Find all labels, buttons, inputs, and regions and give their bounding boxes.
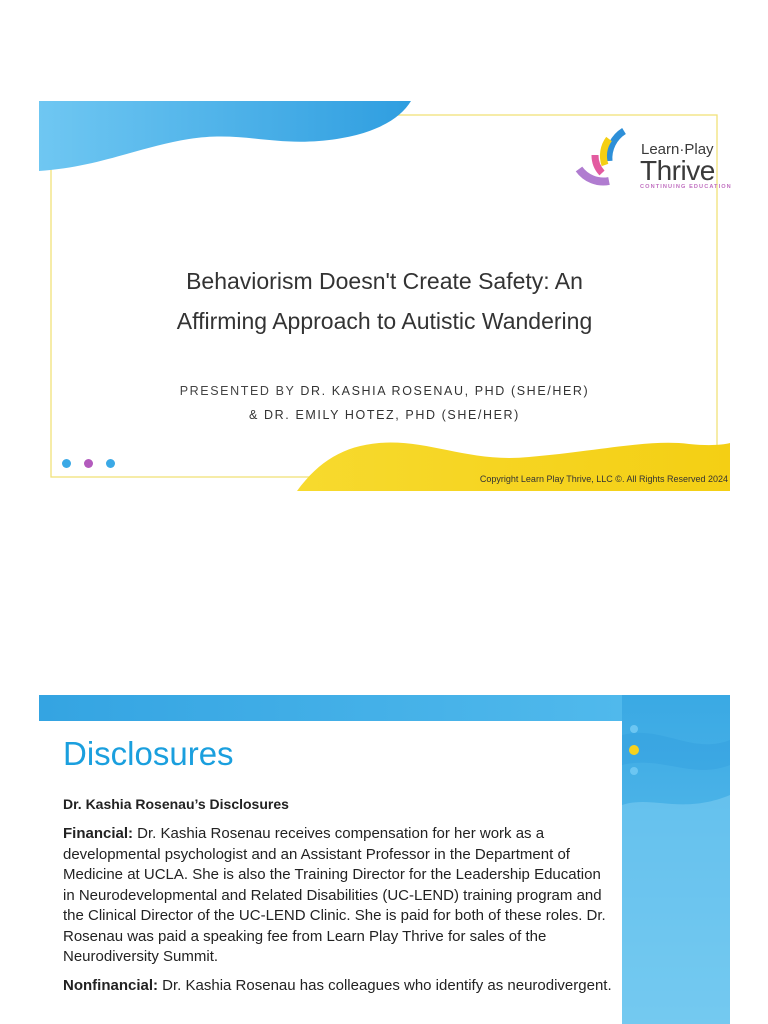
right-band <box>622 695 730 1024</box>
logo-arcs-icon <box>569 121 639 201</box>
copyright-notice: Copyright Learn Play Thrive, LLC ©. All Rights Reserved 2024 <box>479 474 728 484</box>
dot-icon <box>630 767 638 775</box>
disclosure-subheading: Dr. Kashia Rosenau’s Disclosures <box>63 796 289 812</box>
disclosures-content <box>39 721 622 1024</box>
dot-icon <box>84 459 93 468</box>
logo-learn-play: Learn·Play <box>641 141 714 158</box>
presentation-title <box>39 261 730 341</box>
presented-by-label: PRESENTED BY <box>179 384 296 398</box>
title-line-2: Affirming Approach to Autistic Wandering <box>176 308 593 334</box>
dot-icon <box>62 459 71 468</box>
nonfinancial-disclosure <box>63 976 613 997</box>
page-title: Disclosures <box>63 735 234 772</box>
dot-icon <box>629 745 639 755</box>
financial-disclosure <box>63 824 613 968</box>
dot-icon <box>106 459 115 468</box>
disclosures-slide <box>39 695 730 1024</box>
learn-play-thrive-logo <box>569 121 732 201</box>
logo-thrive: Thrive <box>640 155 715 186</box>
financial-text: Dr. Kashia Rosenau receives compensation for her work as a developmental psychologist and an Assistant Professor in the Department of Medicine at UCLA. She is also the Training Director for the Leadership Education in Neurodevelopmental and Related Disabilities (UC-LEND) training program and the Clinical Director of the UC-LEND Clinic. She is paid for both of these roles. Dr. Rosenau was paid a speaking fee from Learn Play Thrive for sales of the Neurodiversity Summit. <box>63 825 606 965</box>
blue-wave <box>39 101 411 171</box>
presenter-2: & DR. EMILY HOTEZ, PHD (SHE/HER) <box>249 408 520 422</box>
logo-tagline: CONTINUING EDUCATION <box>640 184 732 190</box>
title-slide <box>39 101 730 491</box>
title-line-1: Behaviorism Doesn't Create Safety: An <box>186 268 583 294</box>
nonfinancial-label: Nonfinancial: <box>63 977 159 994</box>
presenter-1: DR. KASHIA ROSENAU, PHD (SHE/HER) <box>300 384 590 398</box>
nonfinancial-text: Dr. Kashia Rosenau has colleagues who identify as neurodivergent. <box>158 977 612 994</box>
dot-icon <box>630 725 638 733</box>
financial-label: Financial: <box>63 825 134 842</box>
presenters <box>39 379 730 427</box>
